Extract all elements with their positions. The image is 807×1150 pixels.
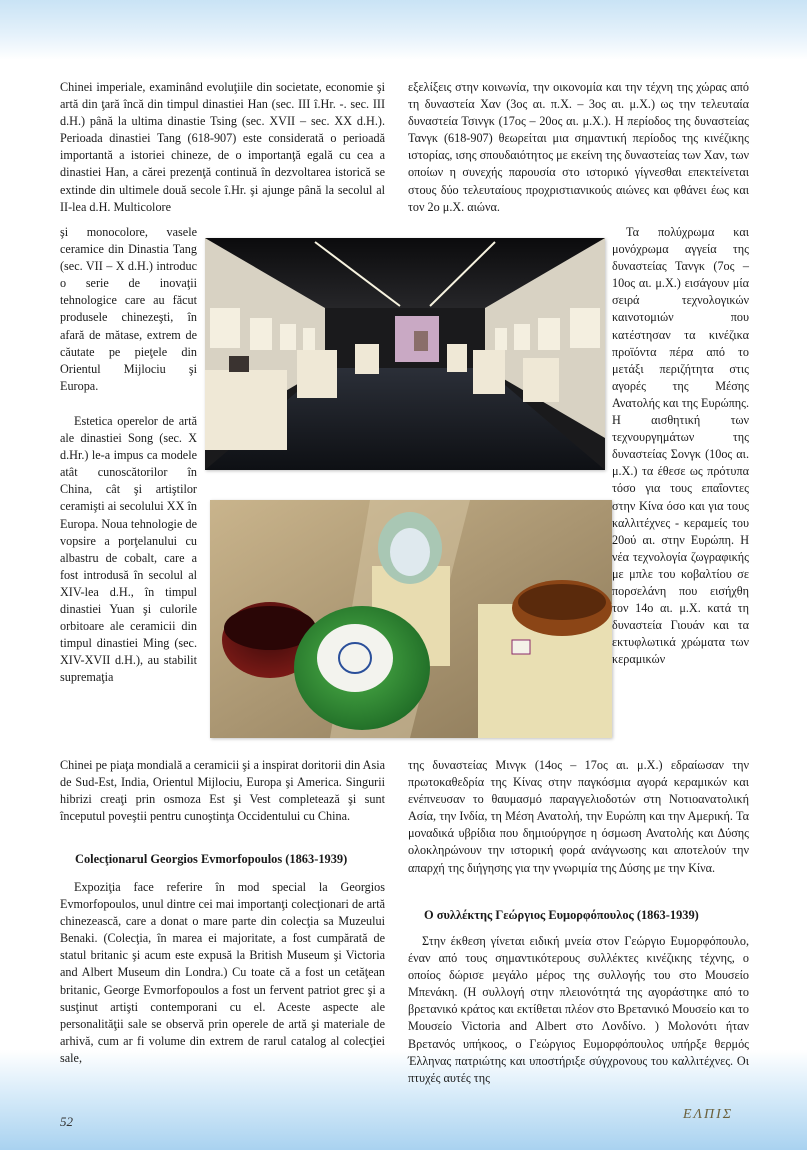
museum-gallery-photo (205, 238, 605, 470)
page-number: 52 (60, 1114, 73, 1129)
header-band (0, 0, 807, 60)
gr-paragraph-narrow: Τα πολύχρωμα και μονόχρωμα αγγεία της δυναστείας Τανγκ (7ος – 10ος αι. μ.Χ.) εισάγουν μία σειρά τεχνολογικών καινοτομιών που κατέστησαν τα κινέζικα προϊόντα πέρα από το μετάξι περιζήτητα στις αγορές της Μέσης Ανατολής και της Ευρώπης. Η αισθητική των τεχνουργημάτων της δυναστείας Σονγκ (10ος αι. μ.Χ.) τα έθεσε ως πρότυπα τόσο για τους επαΐοντες στην Κίνα όσο και για τους καλλιτέχνες - κεραμείς του 20ού αι. στην Ευρώπη. Η νέα τεχνολογία ζωγραφικής με μπλε του κοβαλτίου σε πορσελάνη που εισήχθη τον 14ο αι. μ.Χ. κατά τη δυναστεία Γιουάν και τα εκτυφλωτικά χρώματα των κεραμικών (612, 225, 749, 667)
gr-paragraph-wide: της δυναστείας Μινγκ (14ος – 17ος αι. μ.Χ.) εδραίωσαν την πρωτοκαθεδρία της Κίνας στην παγκόσμια αγορά κεραμικών και ενέπνευσαν το θαυμασμό παραγγελιοδοτών στη Νοτιοανατολική Ασία, την Ινδία, τη Μέση Ανατολή, την Ευρώπη και την Αμερική. Τα μοναδικά υβρίδια που δημιούργησε η όσμωση Ανατολής και Δύσης ολοκληρώνουν την ιστορική φορά ανάγνωσης και αποτελούν την απαρχή της διήγησης για την γνωριμία της Δύσης με την Κίνα. (408, 758, 749, 875)
gr-heading-collector: Ο συλλέκτης Γεώργιος Ευμορφόπουλος (1863-1939) (424, 908, 699, 922)
ro-heading-collector: Colecţionarul Georgios Evmorfopoulos (1863-1939) (75, 852, 348, 866)
gr-paragraph-collector: Στην έκθεση γίνεται ειδική μνεία στον Γεώργιο Ευμορφόπουλο, έναν από τους σημαντικότερους συλλέκτες κινέζικης τέχνης, ο οποίος δώρισε μεγάλο μέρος της συλλογής του στο Μουσείο Μπενάκη. (Η συλλογή στην πλειονότητά της αγοράστηκε από το βρετανικό κράτος και εκτίθεται πλέον στο Βρετανικό Μουσείο και το Μουσείο Victoria and Albert στο Λονδίνο. ) Μολονότι ήταν Βρετανός υπήκοος, ο Γεώργιος Ευμορφόπουλος υπήρξε θερμός Έλληνας πατριώτης και υποστήριξε σύγχρονους του καλλιτέχνες. Οι πτυχές αυτές της (408, 934, 749, 1085)
magazine-brand: ΕΛΠΙΣ (683, 1107, 734, 1122)
ceramic-bowls-photo (210, 500, 612, 738)
ro-paragraph-narrow-1: şi monocolore, vasele ceramice din Dinastia Tang (sec. VII – X d.H.) introduc o serie de inovaţii tehnologice care au făcut produsele chinezeşti, în afară de mătase, extrem de căutate pe pieţele din Orientul Mijlociu şi Europa. (60, 225, 197, 393)
ro-paragraph-narrow-2: Estetica operelor de artă ale dinastiei Song (sec. X d.Hr.) le-a impus ca modele atât cunoscătorilor în China, cât şi artiştilor ceramişti ai secolului XX în Europa. Noua tehnologie de vopsire a porţelanului cu albastru de cobalt, care a fost introdusă în secolul al XIV-lea d.H., în timpul dinastiei Yuan şi culorile orbitoare ale ceramicii din timpul dinastiei Ming (sec. XIV-XVII d.H.), au stabilit supremaţia (60, 414, 197, 685)
ro-paragraph-wide: Chinei pe piaţa mondială a ceramicii şi a inspirat doritorii din Asia de Sud-Est, India, Orientul Mijlociu, Europa şi America. Singurii hibrizi creaţi prin osmoza Est şi Vest completează şi sunt începutul poveştii pentru cunoştinţa Occidentului cu China. (60, 758, 385, 824)
ro-paragraph-collector: Expoziţia face referire în mod special la Georgios Evmorfopoulos, unul dintre cei mai importanţi colecţionari de artă chinezească, care a donat o mare parte din colecţia sa Muzeului Benaki. (Colecţia, în marea ei majoritate, a fost cumpărată de statul britanic şi acum este expusă la British Museum şi Victoria and Albert Museum din Londra.) Cu toate că a fost un cetăţean britanic, George Evmorfopoulos a fost un fervent patriot grec şi a susţinut artişti contemporani cu el. Aceste aspecte ale personalităţii sale se observă prin operele de artă şi materiale de arhivă, cum ar fi volume din extrem de rarul catalog al colecţiei sale, (60, 880, 385, 1065)
gr-paragraph-top: εξελίξεις στην κοινωνία, την οικονομία και την τέχνη της χώρας από τη δυναστεία Χαν (3ος αι. π.Χ. – 3ος αι. μ.Χ.) ως την τελευταία δυναστεία Τσινγκ (17ος – 20ος αι. μ.Χ.). Η περίοδος της δυναστείας Τανγκ (618-907) θεωρείται μια σημαντική περίοδος της κινέζικης ιστορίας, ισης σπουδαιότητος με εκείνη της δυναστείας των Χαν, των οποίων η συνεχής παρουσία στο ιστορικό γίγνεσθαι επεκτείνεται στους δύο τελευταίους προχριστιανικούς αιώνες και φθάνει έως και τον 2ο μ.Χ. αιώνα. (408, 80, 750, 214)
ro-paragraph-top: Chinei imperiale, examinând evoluţiile din societate, economie şi artă din ţară încă din timpul dinastiei Han (sec. III î.Hr. -. sec. III d.H.) până la ultima dinastie Tsing (sec. XVII – sec. XX d.H.). Perioada dinastiei Tang (618-907) este considerată o perioadă importantă a istoriei chineze, de o importanţă egală cu cea a dinastiei Han, a cărei prezenţă continuă în dezvoltarea istorică se extinde din ultimele două secole î.Hr. şi ajunge până la secolul al II-lea d.H. Multicolore (60, 80, 385, 214)
